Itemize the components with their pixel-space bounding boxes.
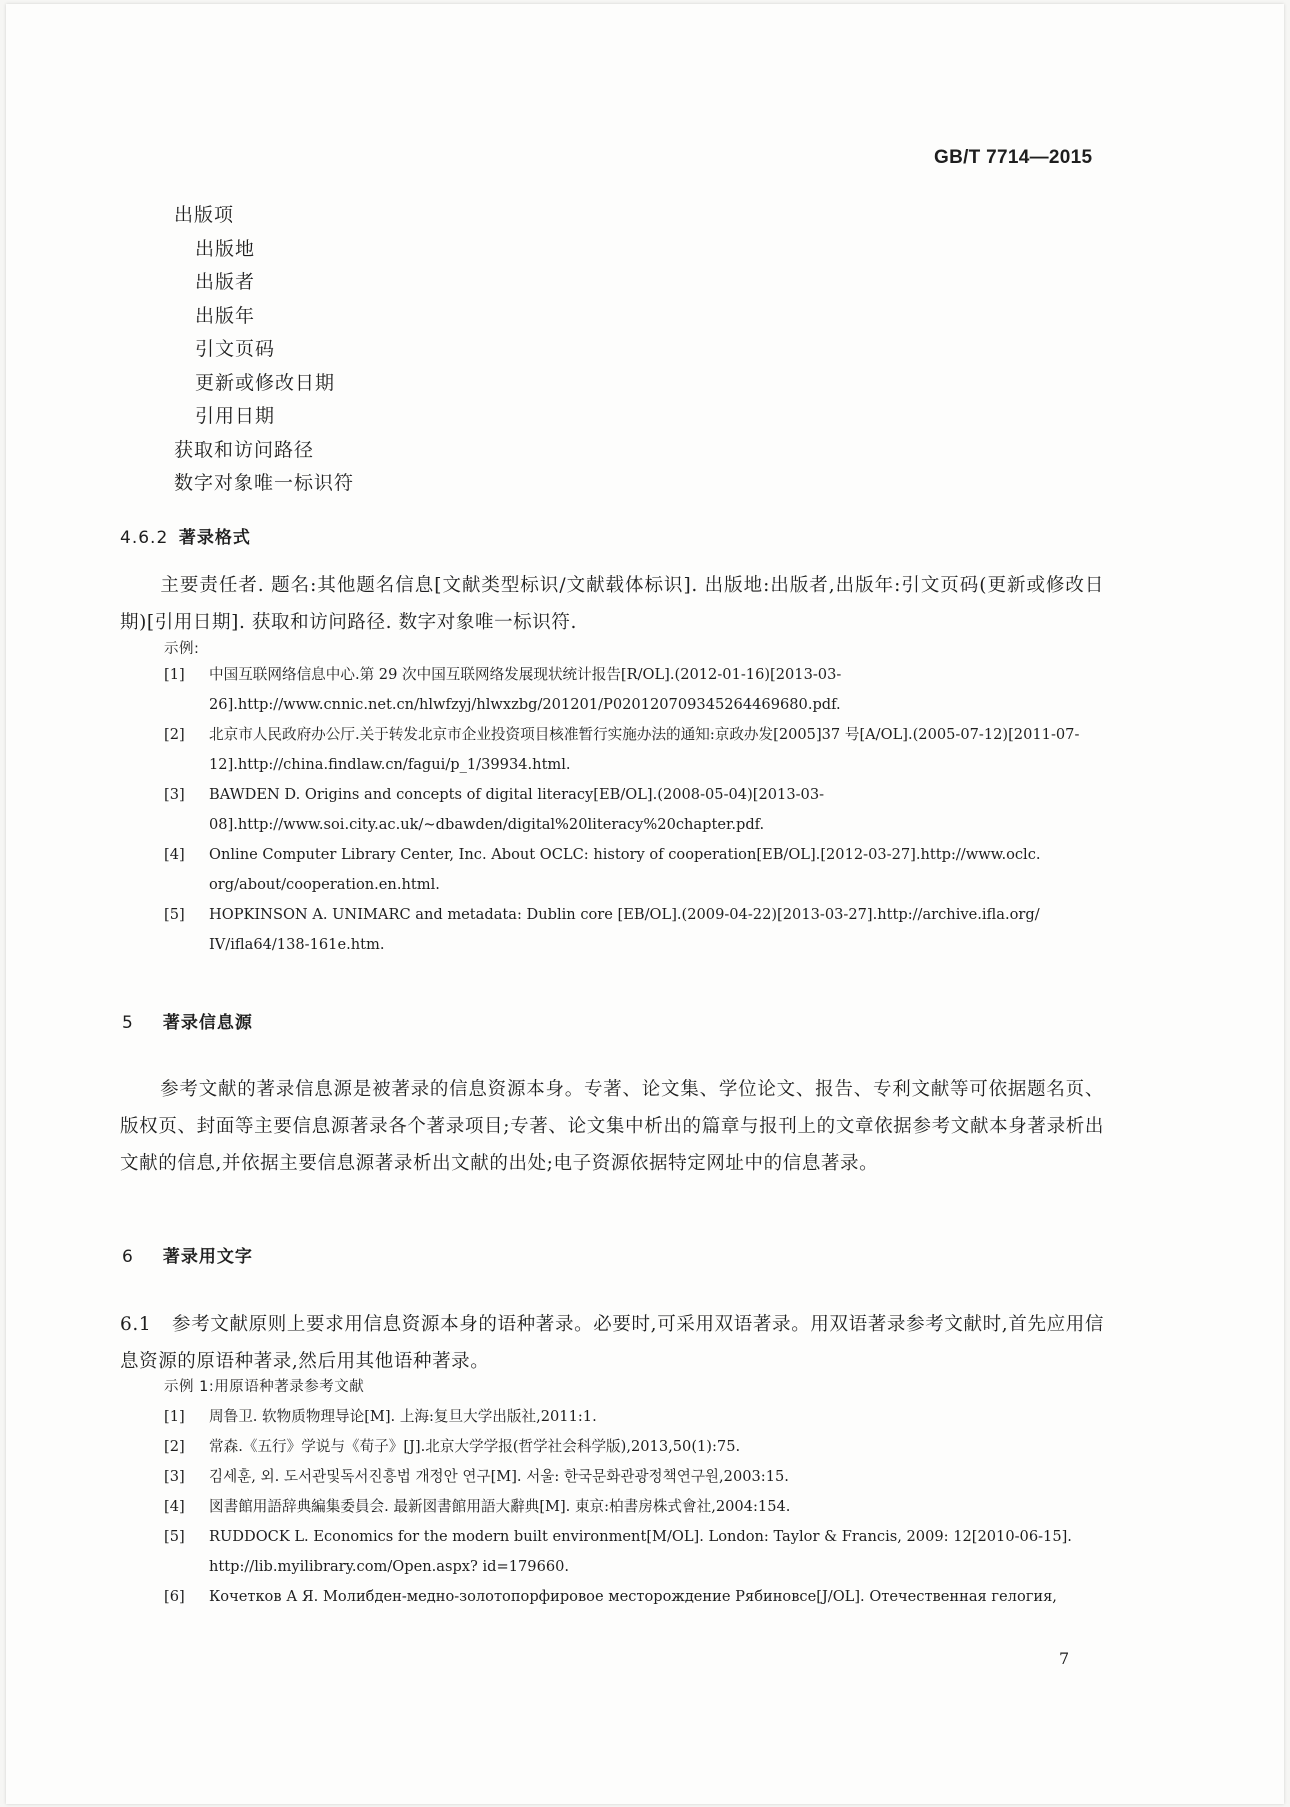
section-title: 著录用文字 — [162, 1247, 253, 1267]
page-number: 7 — [1059, 1649, 1070, 1668]
reference-index: [3] — [164, 1468, 185, 1485]
reference-index: [1] — [164, 666, 185, 683]
document-page — [6, 4, 1284, 1804]
reference-index: [6] — [164, 1588, 185, 1605]
reference-index: [5] — [164, 906, 185, 923]
reference-text: 北京市人民政府办公厅.关于转发北京市企业投资项目核准暂行实施办法的通知:京政办发[2005]37 号[A/OL].(2005-07-12)[2011-07-12].http://china.findlaw.cn/fagui/p_1/39934.html. — [209, 726, 1080, 773]
element-outline — [174, 199, 354, 501]
reference-item — [164, 1582, 1104, 1612]
example-reference-list — [164, 1402, 1104, 1612]
reference-text: BAWDEN D. Origins and concepts of digital literacy[EB/OL].(2008-05-04)[2013-03-08].http://www.soi.city.ac.uk/~dbawden/digital%20literacy%20chapter.pdf. — [209, 786, 825, 833]
section-heading-6 — [122, 1242, 253, 1267]
format-text: 主要责任者. 题名:其他题名信息[文献类型标识/文献载体标识]. 出版地:出版者,出版年:引文页码(更新或修改日期)[引用日期]. 获取和访问路径. 数字对象唯一标识符. — [120, 575, 1104, 633]
source-paragraph — [120, 1071, 1104, 1182]
format-paragraph — [120, 567, 1104, 641]
section-number: 4.6.2 — [120, 528, 169, 548]
reference-item — [164, 1462, 1104, 1492]
section-number: 6 — [122, 1247, 134, 1267]
reference-index: [2] — [164, 726, 185, 743]
outline-item: 出版项 — [174, 204, 235, 226]
source-text: 参考文献的著录信息源是被著录的信息资源本身。专著、论文集、学位论文、报告、专利文献等可依据题名页、版权页、封面等主要信息源著录各个著录项目;专著、论文集中析出的篇章与报刊上的文章依据参考文献本身著录析出文献的信息,并依据主要信息源著录析出文献的出处;电子资源依据特定网址中的信息著录。 — [120, 1079, 1104, 1174]
language-paragraph — [120, 1306, 1104, 1380]
reference-text: RUDDOCK L. Economics for the modern built environment[M/OL]. London: Taylor & Francis, 2009: 12[2010-06-15]. http://lib.myilibrary.com/Open.aspx? id=179660. — [209, 1528, 1072, 1575]
reference-index: [2] — [164, 1438, 185, 1455]
reference-item — [164, 900, 1104, 960]
example-reference-list — [164, 660, 1104, 960]
outline-item: 数字对象唯一标识符 — [174, 472, 355, 494]
reference-index: [3] — [164, 786, 185, 803]
outline-item: 引文页码 — [195, 338, 276, 360]
reference-text: Кочетков А Я. Молибден-медно-золотопорфировое месторождение Рябиновсе[J/OL]. Отечественная гелогия, — [209, 1588, 1057, 1605]
reference-item — [164, 1402, 1104, 1432]
section-number: 5 — [122, 1013, 134, 1033]
reference-item — [164, 1432, 1104, 1462]
reference-index: [1] — [164, 1408, 185, 1425]
reference-index: [4] — [164, 846, 185, 863]
reference-item — [164, 1522, 1104, 1582]
example-label: 示例: — [164, 641, 200, 657]
reference-text: Online Computer Library Center, Inc. About OCLC: history of cooperation[EB/OL].[2012-03-27].http://www.oclc. org/about/cooperation.en.html. — [209, 846, 1041, 893]
reference-index: [4] — [164, 1498, 185, 1515]
outline-item: 更新或修改日期 — [195, 371, 336, 394]
reference-item — [164, 840, 1104, 900]
reference-item — [164, 780, 1104, 840]
section-heading-5 — [122, 1008, 253, 1033]
outline-item: 出版地 — [195, 237, 256, 260]
outline-item: 获取和访问路径 — [174, 438, 315, 461]
reference-item — [164, 660, 1104, 720]
language-text: 参考文献原则上要求用信息资源本身的语种著录。必要时,可采用双语著录。用双语著录参考文献时,首先应用信息资源的原语种著录,然后用其他语种著录。 — [120, 1314, 1104, 1372]
clause-number: 6.1 — [120, 1314, 152, 1335]
outline-item: 出版年 — [195, 304, 256, 327]
reference-item — [164, 1492, 1104, 1522]
outline-item: 引用日期 — [195, 405, 276, 427]
reference-text: 常森.《五行》学说与《荀子》[J].北京大学学报(哲学社会科学版),2013,50(1):75. — [209, 1438, 741, 1455]
reference-index: [5] — [164, 1528, 185, 1545]
example-label: 示例 1:用原语种著录参考文献 — [164, 1379, 365, 1395]
reference-item — [164, 720, 1104, 780]
reference-text: 周鲁卫. 软物质物理导论[M]. 上海:复旦大学出版社,2011:1. — [209, 1408, 597, 1425]
reference-text: 김세훈, 외. 도서관및독서진흥법 개정안 연구[M]. 서울: 한국문화관광정책연구원,2003:15. — [209, 1468, 789, 1485]
reference-text: 中国互联网络信息中心.第 29 次中国互联网络发展现状统计报告[R/OL].(2012-01-16)[2013-03-26].http://www.cnnic.net.cn/hlwfzyj/hlwxzbg/201201/P020120709345264469680.pdf. — [209, 666, 842, 713]
reference-text: HOPKINSON A. UNIMARC and metadata: Dublin core [EB/OL].(2009-04-22)[2013-03-27].http://archive.ifla.org/ IV/ifla64/138-161e.htm. — [209, 906, 1040, 953]
section-title: 著录格式 — [178, 528, 251, 548]
section-heading-4-6-2 — [120, 523, 251, 548]
outline-item: 出版者 — [195, 271, 256, 293]
section-title: 著录信息源 — [162, 1013, 253, 1033]
reference-text: 図書館用語辞典編集委員会. 最新図書館用語大辭典[M]. 東京:柏書房株式會社,2004:154. — [209, 1498, 791, 1515]
document-number: GB/T 7714—2015 — [934, 147, 1093, 168]
